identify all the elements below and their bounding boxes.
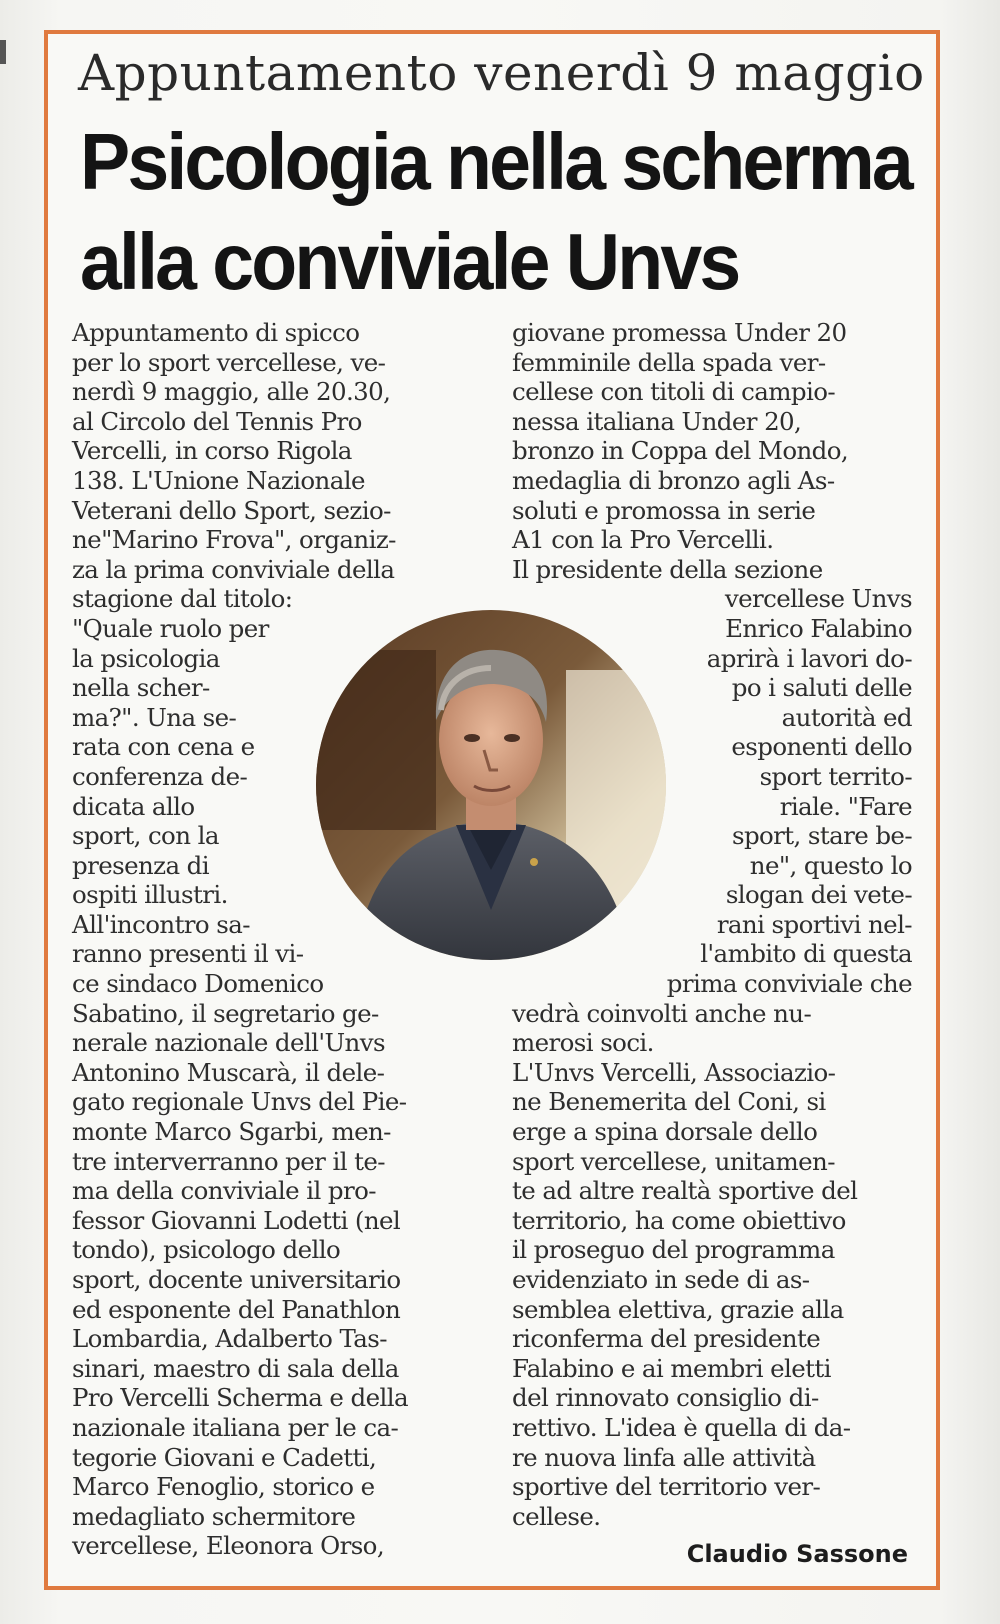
text-line: monte Marco Sgarbi, men- xyxy=(72,1117,391,1147)
text-line: ranno presenti il vi- xyxy=(72,939,304,969)
text-line: rettivo. L'idea è quella di da- xyxy=(512,1412,851,1442)
text-line: Vercelli, in corso Rigola xyxy=(72,436,352,466)
text-line: merosi soci. xyxy=(512,1028,654,1058)
text-line: sportive del territorio ver- xyxy=(512,1472,821,1502)
portrait-photo xyxy=(316,610,666,960)
text-line: nerale nazionale dell'Unvs xyxy=(72,1028,385,1058)
text-line: per lo sport vercellese, ve- xyxy=(72,347,386,377)
text-line: conferenza de- xyxy=(72,761,248,791)
text-line: bronzo in Coppa del Mondo, xyxy=(512,436,849,466)
text-line: re nuova linfa alle attività xyxy=(512,1442,816,1472)
text-line: sinari, maestro di sala della xyxy=(72,1353,399,1383)
text-line: tre interverranno per il te- xyxy=(72,1146,385,1176)
text-line: Lombardia, Adalberto Tas- xyxy=(72,1324,387,1354)
headline-line: alla conviviale Unvs xyxy=(80,217,739,306)
text-line: ma?". Una se- xyxy=(72,702,237,732)
text-line: "Quale ruolo per xyxy=(72,613,269,643)
text-line: Falabino e ai membri eletti xyxy=(512,1353,831,1383)
text-line: tegorie Giovani e Cadetti, xyxy=(72,1442,377,1472)
text-line: prima conviviale che xyxy=(666,969,912,999)
text-line: cellese con titoli di campio- xyxy=(512,377,836,407)
article-headline xyxy=(80,112,911,312)
text-line: medaglia di bronzo agli As- xyxy=(512,465,835,495)
text-line: vercellese Unvs xyxy=(724,584,912,614)
text-line: semblea elettiva, grazie alla xyxy=(512,1294,844,1324)
text-line: dicata allo xyxy=(72,791,195,821)
text-line: l'ambito di questa xyxy=(700,939,912,969)
text-line: L'Unvs Vercelli, Associazio- xyxy=(512,1057,836,1087)
text-line: ne Benemerita del Coni, si xyxy=(512,1087,826,1117)
text-line: Marco Fenoglio, storico e xyxy=(72,1472,375,1502)
text-line: ce sindaco Domenico xyxy=(72,969,324,999)
text-line: vercellese, Eleonora Orso, xyxy=(72,1531,385,1561)
text-line: evidenziato in sede di as- xyxy=(512,1265,810,1294)
text-line: nella scher- xyxy=(72,673,210,703)
text-line: tondo), psicologo dello xyxy=(72,1235,341,1265)
text-line: sport vercellese, unitamen- xyxy=(512,1146,835,1176)
text-line: po i saluti delle xyxy=(731,673,912,703)
text-line: ospiti illustri. xyxy=(72,880,228,910)
text-line: nerdì 9 maggio, alle 20.30, xyxy=(72,377,391,407)
text-line: medagliato schermitore xyxy=(72,1501,356,1531)
text-line: fessor Giovanni Lodetti (nel xyxy=(72,1205,401,1235)
text-line: All'incontro sa- xyxy=(72,909,250,939)
text-line: autorità ed xyxy=(781,702,912,732)
text-line: riale. "Fare xyxy=(779,791,912,821)
text-line: ne", questo lo xyxy=(749,850,912,880)
text-line: Veterani dello Sport, sezio- xyxy=(72,495,391,525)
text-line: stagione dal titolo: xyxy=(72,584,293,614)
text-line: A1 con la Pro Vercelli. xyxy=(512,525,774,555)
text-line: al Circolo del Tennis Pro xyxy=(72,406,362,436)
author-signature: Claudio Sassone xyxy=(686,1540,908,1568)
text-line: te ad altre realtà sportive del xyxy=(512,1176,858,1206)
text-line: sport, con la xyxy=(72,821,219,851)
text-line: esponenti dello xyxy=(731,732,912,762)
text-line: territorio, ha come obiettivo xyxy=(512,1205,846,1235)
text-line: sport, docente universitario xyxy=(72,1265,401,1294)
text-line: la psicologia xyxy=(72,643,220,673)
text-line: ed esponente del Panathlon xyxy=(72,1294,401,1324)
text-line: cellese. xyxy=(512,1501,601,1531)
text-line: femminile della spada ver- xyxy=(512,347,826,377)
portrait-illustration xyxy=(316,610,666,960)
text-line: sport, stare be- xyxy=(731,821,912,851)
text-line: presenza di xyxy=(72,850,209,880)
text-line: ma della conviviale il pro- xyxy=(72,1176,376,1206)
text-line: Sabatino, il segretario ge- xyxy=(72,998,379,1028)
text-line: sport territo- xyxy=(759,761,912,791)
text-line: gato regionale Unvs del Pie- xyxy=(72,1087,407,1117)
text-line: il proseguo del programma xyxy=(512,1235,835,1265)
text-line: soluti e promossa in serie xyxy=(512,495,816,525)
text-line: riconferma del presidente xyxy=(512,1324,821,1354)
headline-line: Psicologia nella scherma xyxy=(80,117,911,206)
text-line: Antonino Muscarà, il dele- xyxy=(72,1057,385,1087)
text-line: giovane promessa Under 20 xyxy=(512,318,847,347)
text-line: erge a spina dorsale dello xyxy=(512,1117,818,1147)
text-line: del rinnovato consiglio di- xyxy=(512,1383,819,1413)
text-line: vedrà coinvolti anche nu- xyxy=(512,998,812,1028)
margin-mark xyxy=(0,40,6,64)
text-line: 138. L'Unione Nazionale xyxy=(72,465,365,495)
text-line: Pro Vercelli Scherma e della xyxy=(72,1383,408,1413)
text-line: ne"Marino Frova", organiz- xyxy=(72,525,396,555)
text-line: za la prima conviviale della xyxy=(72,554,395,584)
text-line: aprirà i lavori do- xyxy=(706,643,912,673)
text-line: Appuntamento di spicco xyxy=(72,318,360,347)
text-line: rani sportivi nel- xyxy=(716,909,912,939)
article-kicker: Appuntamento venerdì 9 maggio xyxy=(78,44,925,102)
text-line: nazionale italiana per le ca- xyxy=(72,1412,399,1442)
text-line: slogan dei vete- xyxy=(725,880,912,910)
text-line: nessa italiana Under 20, xyxy=(512,406,802,436)
text-line: Il presidente della sezione xyxy=(512,554,823,584)
text-line: Enrico Falabino xyxy=(725,613,912,643)
text-line: rata con cena e xyxy=(72,732,255,762)
